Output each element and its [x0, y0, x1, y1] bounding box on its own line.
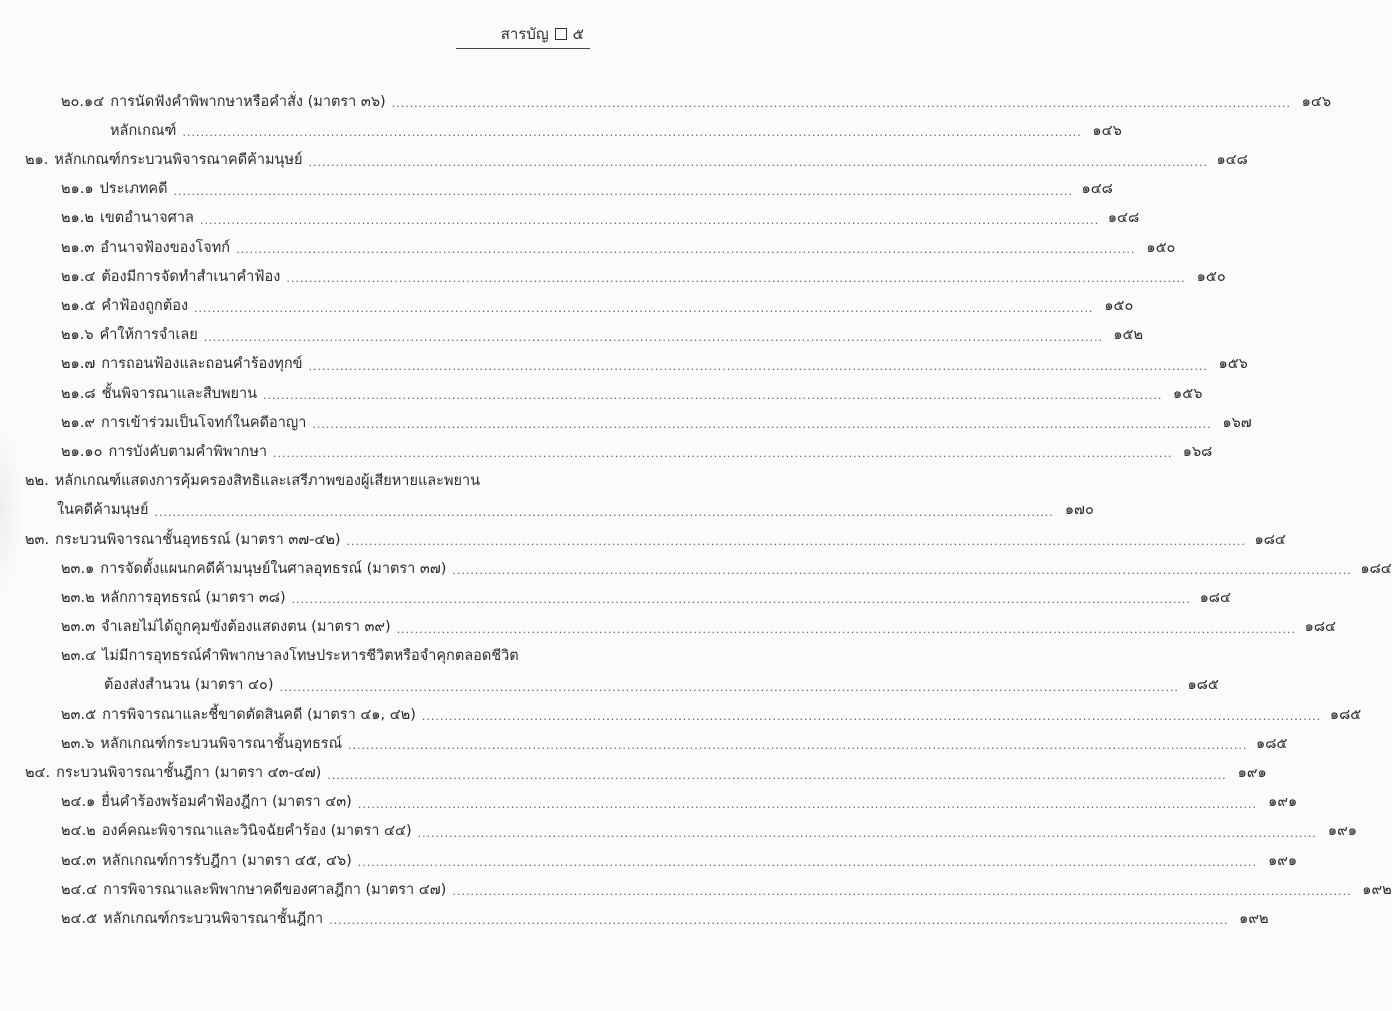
toc-entry-title: การบังคับตามคำพิพากษา — [108, 443, 268, 460]
toc-entry — [0, 547, 1392, 578]
toc-entry — [0, 284, 1134, 315]
toc-entry-title: อำนาจฟ้องของโจทก์ — [100, 239, 231, 256]
toc-entry — [0, 605, 1337, 636]
toc-entry — [0, 781, 1298, 811]
header-title: สารบัญ — [500, 25, 549, 43]
toc-entry-number: ๒๑. — [25, 152, 49, 169]
toc-entry-number: ๒๑.๖ — [61, 327, 94, 344]
toc-entry-page: ๑๙๑ — [1268, 852, 1298, 869]
toc-entry-page: ๑๙๑ — [1327, 823, 1357, 840]
toc-entry-title: การพิจารณาและชี้ขาดตัดสินคดี (มาตรา ๔๑, ๔๒) — [102, 706, 416, 723]
toc-entry-page: ๑๘๔ — [1254, 531, 1286, 548]
toc-entry-page: ๑๕๐ — [1196, 268, 1226, 285]
toc-entry-title: เขตอำนาจศาล — [99, 210, 194, 227]
dot-leader: ........................................................................................................................................................................................................ — [182, 126, 1082, 140]
toc-entry-title: ต้องส่งสำนวน (มาตรา ๔๐) — [104, 677, 274, 694]
toc-entry-number: ๒๓.๓ — [61, 619, 95, 636]
toc-entry-title: หลักเกณฑ์แสดงการคุ้มครองสิทธิและเสรีภาพของผู้เสียหายและพยาน — [54, 473, 481, 490]
toc-entry — [0, 664, 1219, 694]
dot-leader: ........................................................................................................................................................................................................ — [391, 97, 1292, 111]
toc-entry-page: ๑๘๕ — [1329, 706, 1362, 723]
toc-entry-title: ยื่นคำร้องพร้อมคำฟ้องฎีกา (มาตรา ๔๓) — [101, 794, 352, 811]
dot-leader: ........................................................................................................................................................................................................ — [421, 710, 1322, 724]
toc-entry-page: ๑๔๖ — [1092, 122, 1122, 139]
toc-entry — [0, 518, 1286, 548]
toc-entry-title: คำให้การจำเลย — [99, 327, 198, 344]
toc-entry — [0, 839, 1298, 870]
toc-entry-number: ๒๓.๔ — [61, 648, 97, 665]
toc-entry — [0, 343, 1248, 373]
toc-entry-number: ๒๑.๔ — [61, 268, 96, 285]
toc-entry — [0, 810, 1357, 840]
toc-entry-title: หลักเกณฑ์กระบวนพิจารณาชั้นอุทธรณ์ — [100, 735, 343, 752]
toc-entry-number: ๒๑.๒ — [61, 210, 94, 227]
toc-entry-title: หลักการอุทธรณ์ (มาตรา ๓๘) — [100, 589, 286, 606]
dot-leader: ........................................................................................................................................................................................................ — [263, 389, 1163, 403]
header-page-number: ๕ — [572, 25, 584, 43]
toc-entry-title: คำฟ้องถูกต้อง — [101, 298, 189, 314]
dot-leader: ........................................................................................................................................................................................................ — [154, 505, 1054, 519]
toc-entry — [0, 80, 1332, 111]
toc-entry-number: ๒๑.๗ — [61, 356, 96, 373]
toc-entry-number: ๒๑.๑๐ — [61, 443, 103, 460]
dot-leader: ........................................................................................................................................................................................................ — [312, 418, 1212, 432]
dot-leader: ........................................................................................................................................................................................................ — [236, 243, 1136, 257]
toc-entry-page: ๑๔๖ — [1301, 93, 1332, 110]
toc-entry-page: ๑๗๐ — [1064, 502, 1094, 519]
toc-entry-page: ๑๘๔ — [1304, 619, 1337, 636]
toc-entry-page: ๑๙๑ — [1268, 794, 1298, 811]
toc-entry — [0, 168, 1113, 198]
toc-entry — [0, 255, 1226, 286]
dot-leader: ........................................................................................................................................................................................................ — [346, 535, 1246, 548]
toc-entry-page: ๑๕๖ — [1218, 356, 1248, 373]
toc-entry — [0, 489, 1094, 519]
toc-entry-number: ๒๒. — [25, 473, 49, 490]
toc-entry-title: ชั้นพิจารณาและสืบพยาน — [101, 385, 258, 402]
dot-leader: ........................................................................................................................................................................................................ — [194, 301, 1094, 315]
toc-entry — [0, 314, 1144, 344]
toc-entry-title: การนัดฟังคำพิพากษาหรือคำสั่ง (มาตรา ๓๖) — [110, 93, 386, 110]
toc-entry-title: หลักเกณฑ์ — [110, 122, 177, 139]
toc-entry — [0, 430, 1213, 461]
toc-entry-page: ๑๘๕ — [1187, 677, 1219, 694]
toc-entry-page: ๑๙๑ — [1237, 765, 1267, 781]
toc-entry — [0, 897, 1269, 928]
dot-leader: ........................................................................................................................................................................................................ — [273, 447, 1173, 461]
toc-entry-title: กระบวนพิจารณาชั้นฎีกา (มาตรา ๔๓-๔๗) — [56, 765, 322, 781]
toc-entry — [0, 459, 600, 488]
toc-entry-page: ๑๔๘ — [1216, 152, 1248, 169]
toc-entry — [0, 109, 1122, 140]
toc-entry-number: ๒๔.๒ — [61, 823, 96, 840]
dot-leader: ........................................................................................................................................................................................................ — [452, 564, 1352, 578]
toc-entry-page: ๑๕๖ — [1173, 385, 1203, 402]
dot-leader: ........................................................................................................................................................................................................ — [327, 768, 1227, 782]
toc-entry-number: ๒๔.๓ — [61, 852, 97, 869]
toc-entry-page: ๑๘๕ — [1256, 735, 1288, 752]
toc-entry-title: หลักเกณฑ์การรับฎีกา (มาตรา ๔๕, ๔๖) — [102, 852, 352, 869]
toc-entry-title: จำเลยไม่ได้ถูกคุมขังต้องแสดงตน (มาตรา ๓๙) — [101, 619, 391, 636]
dot-leader: ........................................................................................................................................................................................................ — [279, 680, 1179, 694]
toc-entry — [0, 693, 1362, 724]
toc-entry-number: ๒๓.๕ — [61, 706, 97, 723]
running-header — [501, 22, 584, 46]
toc-entry — [0, 722, 1288, 753]
toc-entry — [0, 635, 600, 664]
toc-entry-number: ๒๔.๑ — [61, 794, 96, 811]
toc-entry-page: ๑๖๗ — [1222, 414, 1252, 431]
dot-leader: ........................................................................................................................................................................................................ — [291, 593, 1191, 607]
toc-entry — [0, 401, 1252, 432]
toc-entry-page: ๑๕๐ — [1146, 239, 1176, 256]
dot-leader: ........................................................................................................................................................................................................ — [329, 914, 1229, 928]
table-of-contents — [0, 80, 1392, 928]
toc-entry-title: ในคดีค้ามนุษย์ — [57, 502, 149, 519]
toc-entry-title: หลักเกณฑ์กระบวนพิจารณาคดีค้ามนุษย์ — [54, 152, 303, 169]
toc-entry-page: ๑๘๔ — [1360, 560, 1392, 577]
toc-entry — [0, 226, 1176, 257]
square-bullet-icon — [555, 28, 567, 40]
header-rule — [456, 48, 590, 49]
toc-entry-number: ๒๐.๑๔ — [61, 93, 105, 110]
dot-leader: ........................................................................................................................................................................................................ — [308, 359, 1208, 373]
dot-leader: ........................................................................................................................................................................................................ — [357, 797, 1258, 811]
toc-entry — [0, 197, 1140, 227]
dot-leader: ........................................................................................................................................................................................................ — [396, 622, 1297, 636]
toc-entry-number: ๒๓.๑ — [61, 560, 95, 577]
dot-leader: ........................................................................................................................................................................................................ — [203, 330, 1104, 344]
toc-entry-number: ๒๑.๘ — [61, 385, 96, 402]
toc-entry-title: การเข้าร่วมเป็นโจทก์ในคดีอาญา — [101, 414, 307, 431]
toc-entry-number: ๒๑.๑ — [61, 181, 94, 198]
toc-entry-number: ๒๑.๙ — [61, 414, 95, 431]
toc-entry-number: ๒๓.๒ — [61, 589, 95, 606]
toc-entry — [0, 751, 1267, 782]
toc-entry-number: ๒๑.๕ — [61, 298, 96, 314]
toc-entry-number: ๒๓.๖ — [61, 735, 95, 752]
toc-entry-title: องค์คณะพิจารณาและวินิจฉัยคำร้อง (มาตรา ๔๔) — [101, 823, 412, 840]
toc-entry — [0, 138, 1248, 169]
dot-leader: ........................................................................................................................................................................................................ — [417, 826, 1317, 840]
toc-entry-title: กระบวนพิจารณาชั้นอุทธรณ์ (มาตรา ๓๗-๔๒) — [55, 531, 341, 548]
dot-leader: ........................................................................................................................................................................................................ — [199, 213, 1100, 227]
toc-entry-title: ไม่มีการอุทธรณ์คำพิพากษาลงโทษประหารชีวิตหรือจำคุกตลอดชีวิต — [102, 648, 519, 665]
toc-entry-title: ต้องมีการจัดทำสำเนาคำฟ้อง — [101, 268, 281, 285]
toc-entry-page: ๑๕๐ — [1104, 298, 1134, 314]
toc-entry-title: การพิจารณาและพิพากษาคดีของศาลฎีกา (มาตรา ๔๗) — [103, 881, 447, 898]
toc-entry-title: หลักเกณฑ์กระบวนพิจารณาชั้นฎีกา — [103, 910, 324, 927]
toc-entry — [0, 868, 1392, 899]
toc-entry-title: การถอนฟ้องและถอนคำร้องทุกข์ — [101, 356, 303, 373]
toc-entry-title: การจัดตั้งแผนกคดีค้ามนุษย์ในศาลอุทธรณ์ (มาตรา ๓๗) — [100, 560, 447, 577]
toc-entry-page: ๑๕๒ — [1113, 327, 1144, 344]
dot-leader: ........................................................................................................................................................................................................ — [348, 739, 1248, 753]
toc-entry-number: ๒๓. — [25, 531, 50, 548]
toc-entry-number: ๒๔.๔ — [61, 881, 98, 898]
toc-entry-page: ๑๔๘ — [1107, 210, 1140, 227]
dot-leader: ........................................................................................................................................................................................................ — [286, 272, 1186, 286]
toc-entry — [0, 576, 1231, 607]
toc-entry-number: ๒๔.๕ — [61, 910, 98, 927]
toc-entry-number: ๒๔. — [25, 765, 51, 781]
dot-leader: ........................................................................................................................................................................................................ — [357, 856, 1258, 870]
toc-entry-page: ๑๘๔ — [1199, 589, 1231, 606]
dot-leader: ........................................................................................................................................................................................................ — [452, 885, 1352, 899]
toc-entry — [0, 372, 1203, 403]
dot-leader: ........................................................................................................................................................................................................ — [308, 155, 1208, 169]
toc-entry-page: ๑๙๒ — [1362, 881, 1392, 898]
toc-entry-page: ๑๖๘ — [1182, 443, 1213, 460]
toc-entry-title: ประเภทคดี — [99, 181, 168, 198]
toc-entry-page: ๑๙๒ — [1239, 910, 1269, 927]
toc-entry-number: ๒๑.๓ — [61, 239, 95, 256]
toc-entry-page: ๑๔๘ — [1081, 181, 1113, 198]
dot-leader: ........................................................................................................................................................................................................ — [173, 184, 1073, 198]
